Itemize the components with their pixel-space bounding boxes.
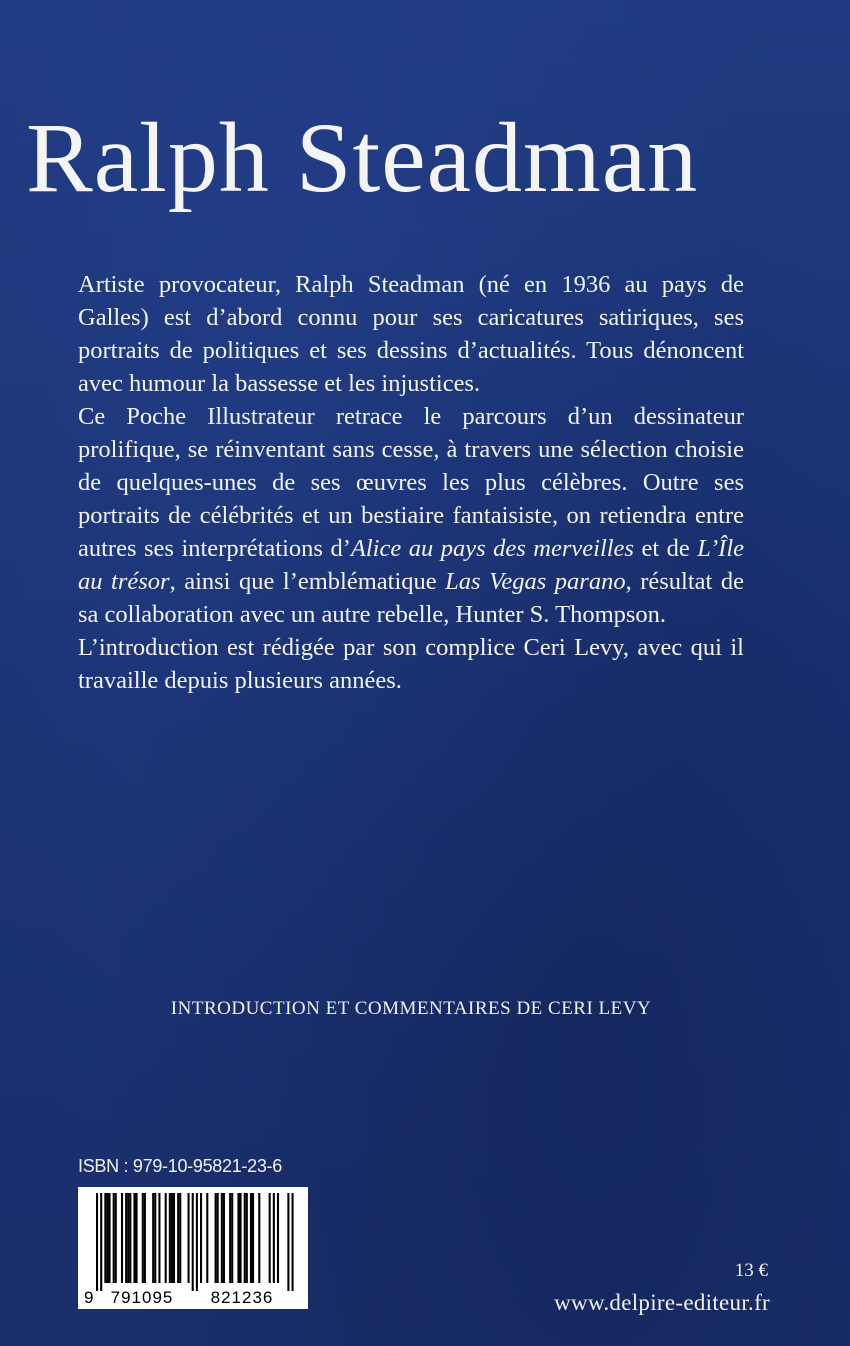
barcode-bar: [240, 1193, 242, 1283]
barcode-bar: [223, 1193, 225, 1283]
barcode-bar: [229, 1193, 231, 1283]
barcode-bar: [121, 1193, 123, 1283]
barcode-bar: [104, 1193, 106, 1283]
barcode-bar: [206, 1193, 208, 1283]
barcode-bar: [269, 1193, 271, 1283]
barcode-bar: [129, 1193, 131, 1283]
barcode-bar: [127, 1193, 129, 1283]
paragraph-2-text-1: Ce Poche Illustrateur retrace le parcours d’un dessinateur prolifique, se réinventant sans cesse, à travers une sélection choisie de quelques-unes de ses œuvres les plus célèbres. Outre ses portraits de célébrités et un bestiaire fantaisiste, on retiendra entre autres ses interprétations d’: [78, 403, 744, 562]
barcode-bar: [158, 1193, 160, 1283]
barcode-bar: [196, 1193, 198, 1291]
barcode-bar: [115, 1193, 117, 1283]
italic-title-alice: Alice au pays des merveilles: [350, 535, 634, 562]
publisher-website: www.delpire-editeur.fr: [554, 1290, 770, 1315]
barcode-bar: [154, 1193, 156, 1283]
description-paragraph-1: Artiste provocateur, Ralph Steadman (né en 1936 au pays de Galles) est d’abord connu pour ses caricatures satiriques, ses portraits de politiques et ses dessins d’actualités. Tous dénoncent avec humour la bassesse et les injustices.: [78, 271, 744, 397]
barcode-bar: [258, 1193, 260, 1283]
barcode-bar: [169, 1193, 171, 1283]
barcode-bar: [188, 1193, 190, 1283]
description-paragraph-3: L’introduction est rédigée par son complice Ceri Levy, avec qui il travaille depuis plusieurs années.: [78, 634, 744, 694]
price-label: 13 €: [734, 1260, 768, 1281]
barcode-bar: [177, 1193, 179, 1283]
barcode-bar: [200, 1193, 202, 1283]
italic-title-ile-au-tresor: L’Île au trésor: [78, 535, 745, 595]
barcode-bar: [142, 1193, 144, 1283]
barcode-bar: [273, 1193, 275, 1283]
barcode-bar: [100, 1193, 102, 1291]
barcode-bar: [165, 1193, 167, 1283]
barcode-bar: [179, 1193, 181, 1283]
barcode-bar: [246, 1193, 248, 1283]
barcode-bar: [277, 1193, 279, 1283]
barcode-bar: [237, 1193, 239, 1283]
barcode-bar: [171, 1193, 173, 1283]
author-title: Ralph Steadman: [26, 102, 699, 213]
barcode-bar: [108, 1193, 110, 1283]
barcode-bar: [125, 1193, 127, 1283]
barcode-bar: [221, 1193, 223, 1283]
paragraph-2-text-3: , ainsi que l’emblématique: [169, 568, 446, 595]
barcode-bar: [287, 1193, 289, 1291]
description-paragraph-2: [78, 400, 744, 631]
barcode-bar: [215, 1193, 217, 1283]
barcode-bar: [152, 1193, 154, 1283]
italic-title-las-vegas: Las Vegas parano: [445, 568, 626, 595]
barcode-graphic: [78, 1187, 308, 1309]
barcode: [78, 1187, 308, 1309]
barcode-bar: [292, 1193, 294, 1291]
barcode-bar: [192, 1193, 194, 1291]
barcode-bars: [96, 1193, 294, 1291]
book-description: [78, 268, 744, 697]
barcode-bar: [106, 1193, 108, 1283]
paragraph-2-text-4: , résultat de sa collaboration avec un autre rebelle, Hunter S. Thompson.: [78, 568, 744, 628]
barcode-bar: [133, 1193, 135, 1283]
barcode-digits-right: 821236: [210, 1288, 274, 1307]
barcode-bar: [96, 1193, 98, 1291]
barcode-digit-first: 9: [84, 1288, 94, 1307]
barcode-bar: [136, 1193, 138, 1283]
barcode-bar: [144, 1193, 146, 1283]
barcode-bar: [173, 1193, 175, 1283]
barcode-bar: [113, 1193, 115, 1283]
paragraph-2-text-2: et de: [633, 535, 698, 562]
introduction-credit: INTRODUCTION ET COMMENTAIRES DE CERI LEVY: [170, 998, 652, 1019]
barcode-bar: [244, 1193, 246, 1283]
barcode-digits-left: 791095: [110, 1288, 174, 1307]
barcode-bar: [231, 1193, 233, 1283]
barcode-bar: [250, 1193, 252, 1283]
barcode-bar: [217, 1193, 219, 1283]
barcode-bar: [252, 1193, 254, 1283]
isbn-label: ISBN : 979-10-95821-23-6: [78, 1156, 282, 1176]
